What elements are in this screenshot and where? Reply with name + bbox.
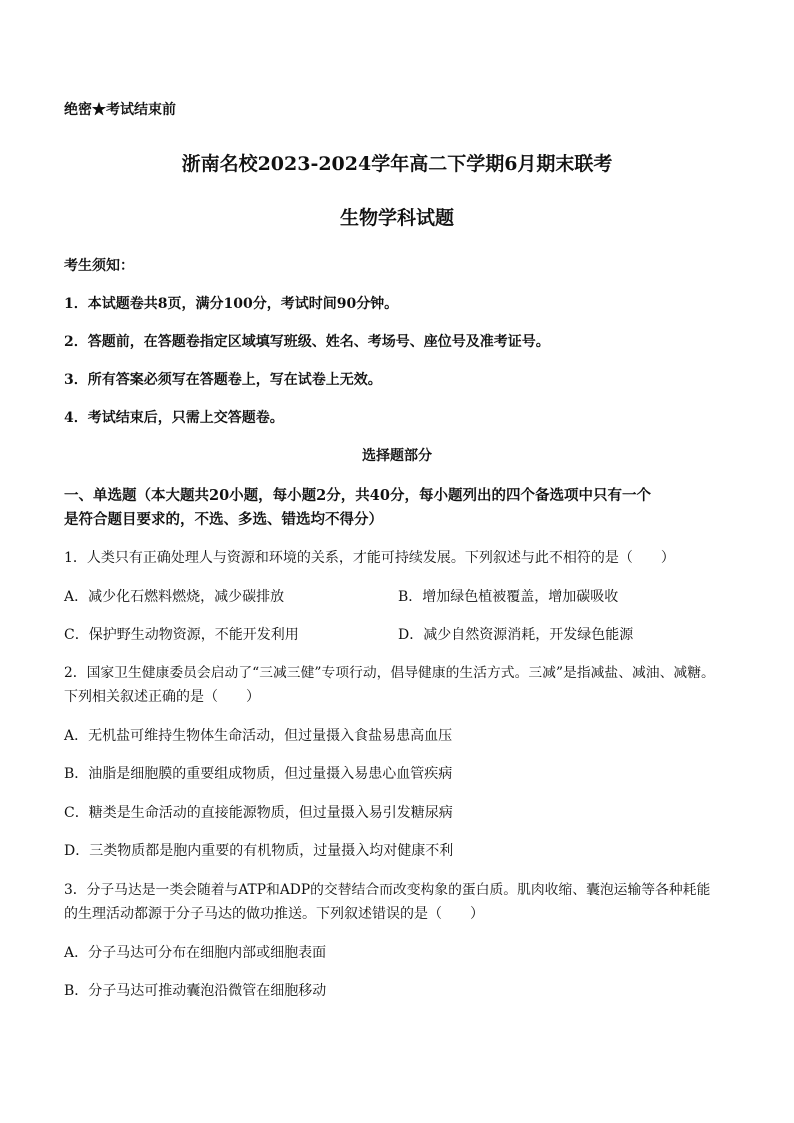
exam-title: 浙南名校2023-2024学年高二下学期6月期末联考 (181, 153, 613, 175)
answer-option: A．减少化石燃料燃烧，减少碳排放 (64, 589, 285, 605)
question-stem: 2．国家卫生健康委员会启动了“三减三健”专项行动，倡导健康的生活方式。三减”是指减盐、减油、减糖。 (64, 665, 715, 681)
subject-title: 生物学科试题 (339, 207, 454, 229)
notice-item: 1．本试题卷共8页，满分100分，考试时间90分钟。 (64, 296, 399, 312)
part-title: 选择题部分 (362, 448, 432, 464)
notice-item: 2．答题前，在答题卷指定区域填写班级、姓名、考场号、座位号及准考证号。 (64, 334, 550, 350)
section-instruction: 是符合题目要求的，不选、多选、错选均不得分） (64, 511, 383, 528)
answer-option: D．三类物质都是胞内重要的有机物质，过量摄入均对健康不利 (64, 843, 454, 859)
notice-item: 3．所有答案必须写在答题卷上，写在试卷上无效。 (64, 372, 382, 388)
question-stem: 1．人类只有正确处理人与资源和环境的关系，才能可持续发展。下列叙述与此不相符的是（ ） (64, 550, 675, 566)
question-stem: 的生理活动都源于分子马达的做功推送。下列叙述错误的是（ ） (64, 906, 484, 922)
answer-option: B．增加绿色植被覆盖，增加碳吸收 (398, 589, 619, 605)
answer-option: C．糖类是生命活动的直接能源物质，但过量摄入易引发糖尿病 (64, 805, 453, 821)
answer-option: B．分子马达可推动囊泡沿微管在细胞移动 (64, 983, 327, 999)
answer-option: C．保护野生动物资源，不能开发利用 (64, 627, 299, 643)
question-stem: 下列相关叙述正确的是（ ） (64, 689, 260, 705)
answer-option: A．无机盐可维持生物体生命活动，但过量摄入食盐易患高血压 (64, 728, 453, 744)
notice-item: 4．考试结束后，只需上交答题卷。 (64, 410, 284, 426)
answer-option: A．分子马达可分布在细胞内部或细胞表面 (64, 945, 327, 961)
answer-option: D．减少自然资源消耗，开发绿色能源 (398, 627, 634, 643)
answer-option: B．油脂是细胞膜的重要组成物质，但过量摄入易患心血管疾病 (64, 766, 453, 782)
section-instruction: 一、单选题（本大题共20小题，每小题2分，共40分，每小题列出的四个备选项中只有一个 (64, 487, 651, 504)
confidential-label: 绝密★考试结束前 (64, 102, 176, 118)
notice-heading: 考生须知： (64, 258, 134, 274)
question-stem: 3．分子马达是一类会随着与ATP和ADP的交替结合而改变构象的蛋白质。肌肉收缩、囊泡运输等各种耗能 (64, 882, 711, 898)
